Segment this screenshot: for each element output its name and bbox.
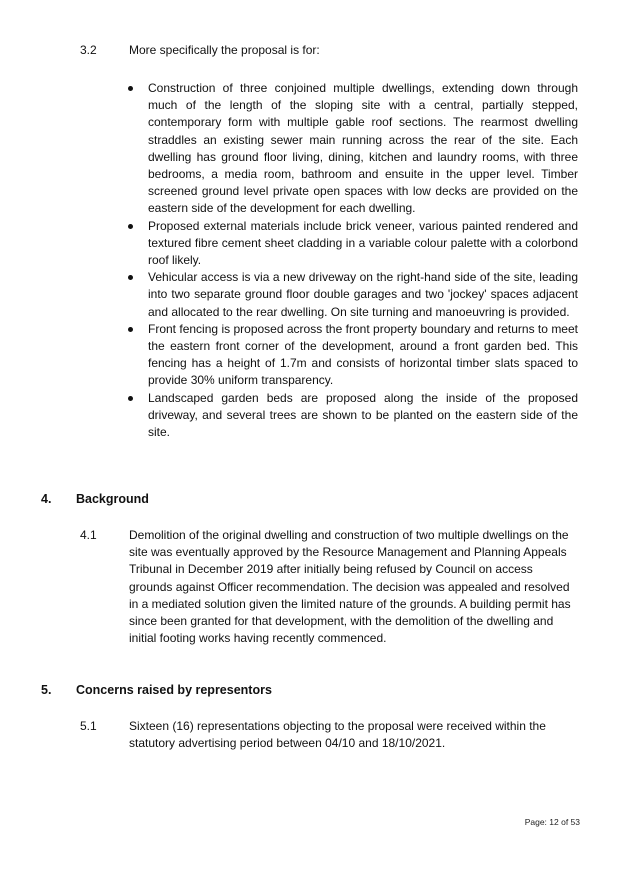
list-item-text: Landscaped garden beds are proposed along the inside of the proposed driveway, and several trees are shown to be planted on the eastern side of the site.	[148, 390, 578, 440]
bullet-icon	[128, 327, 133, 332]
list-item-text: Vehicular access is via a new driveway on the right-hand side of the site, leading into two separate ground floor double garages and two 'jockey' spaces adjacent and allocated to the rear dwelling. On site turning and manoeuvring is provided.	[148, 270, 578, 319]
list-item	[128, 218, 578, 270]
list-item	[128, 80, 578, 218]
bullet-icon	[128, 275, 133, 280]
heading-number: 5.	[41, 683, 52, 697]
heading-number: 4.	[41, 492, 52, 506]
paragraph-text: Demolition of the original dwelling and construction of two multiple dwellings on the site was eventually approved by the Resource Management and Planning Appeals Tribunal in December 2019 after initially being refused by Council on access grounds against Officer recommendation. The decision was appealed and resolved in a mediated solution given the limited nature of the grounds. A building permit has since been granted for that development, with the demolition of the dwelling and initial footing works having recently commenced.	[129, 528, 571, 646]
bullet-icon	[128, 396, 133, 401]
list-item	[128, 269, 578, 321]
paragraph-number: 5.1	[80, 719, 97, 733]
bullet-icon	[128, 86, 133, 91]
list-item-text: Front fencing is proposed across the front property boundary and returns to meet the eastern front corner of the development, around a front garden bed. This fencing has a height of 1.7m and consists of horizontal timber slats spaced to provide 30% uniform transparency.	[148, 321, 578, 388]
list-item	[128, 390, 578, 442]
proposal-bullet-list	[128, 80, 578, 441]
heading-title: Concerns raised by representors	[76, 683, 272, 697]
page-number: Page: 12 of 53	[524, 817, 580, 827]
paragraph-text: Sixteen (16) representations objecting to the proposal were received within the statutory advertising period between 04/10 and 18/10/2021.	[129, 719, 546, 751]
paragraph-number: 3.2	[80, 43, 97, 57]
paragraph-number: 4.1	[80, 528, 97, 542]
list-item	[128, 321, 578, 390]
heading-title: Background	[76, 492, 149, 506]
list-item-text: Construction of three conjoined multiple dwellings, extending down through much of the length of the sloping site with a central, partially stepped, contemporary form with multiple gable roof sections. The rearmost dwelling straddles an existing sewer main running across the rear of the site. Each dwelling has ground floor living, dining, kitchen and laundry rooms, with three bedrooms, a media room, bathroom and ensuite in the upper level. Timber screened ground level private open spaces with low decks are provided on the eastern side of the development for each dwelling.	[148, 81, 578, 216]
paragraph-text: More specifically the proposal is for:	[129, 43, 320, 57]
bullet-icon	[128, 224, 133, 229]
list-item-text: Proposed external materials include brick veneer, various painted rendered and textured fibre cement sheet cladding in a variable colour palette with a colorbond roof likely.	[148, 218, 578, 268]
